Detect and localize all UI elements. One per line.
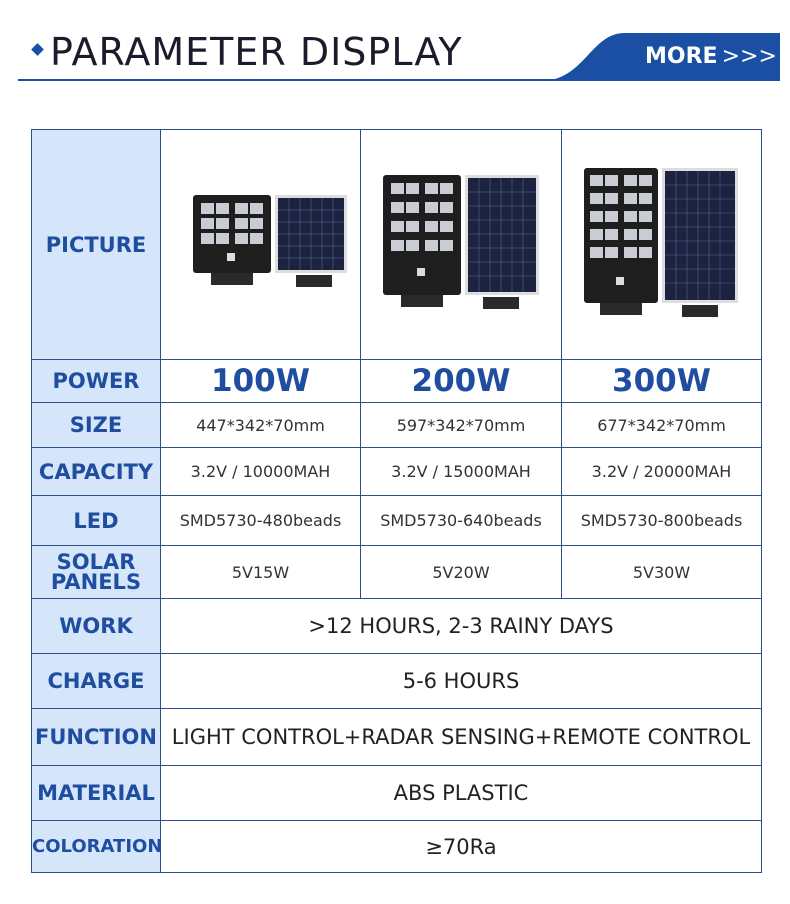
size-value: 677*342*70mm bbox=[562, 403, 762, 448]
street-light-300w-icon bbox=[572, 165, 752, 325]
parameter-table bbox=[31, 129, 762, 873]
more-arrows-icon: >>> bbox=[721, 44, 777, 69]
label-charge: CHARGE bbox=[32, 654, 161, 709]
coloration-value: ≥70Ra bbox=[161, 821, 762, 873]
table-row-solar-panels bbox=[32, 546, 762, 599]
table-row-coloration bbox=[32, 821, 762, 873]
label-size: SIZE bbox=[32, 403, 161, 448]
street-light-200w-icon bbox=[371, 170, 551, 320]
label-solar-line1: SOLAR bbox=[56, 550, 136, 574]
power-value: 300W bbox=[562, 360, 762, 403]
table-row-power bbox=[32, 360, 762, 403]
function-value: LIGHT CONTROL+RADAR SENSING+REMOTE CONTROL bbox=[161, 709, 762, 766]
more-button[interactable] bbox=[645, 44, 777, 69]
led-value: SMD5730-640beads bbox=[361, 496, 562, 546]
label-solar-line2: PANELS bbox=[50, 570, 142, 594]
table-row-work bbox=[32, 599, 762, 654]
page-title: PARAMETER DISPLAY bbox=[50, 30, 463, 74]
product-image-100w bbox=[161, 130, 361, 360]
solar-value: 5V30W bbox=[562, 546, 762, 599]
label-work: WORK bbox=[32, 599, 161, 654]
capacity-value: 3.2V / 15000MAH bbox=[361, 448, 562, 496]
section-header bbox=[0, 0, 790, 90]
led-value: SMD5730-480beads bbox=[161, 496, 361, 546]
label-material: MATERIAL bbox=[32, 766, 161, 821]
solar-value: 5V15W bbox=[161, 546, 361, 599]
table-row-led bbox=[32, 496, 762, 546]
table-row-picture bbox=[32, 130, 762, 360]
solar-value: 5V20W bbox=[361, 546, 562, 599]
work-value: >12 HOURS, 2-3 RAINY DAYS bbox=[161, 599, 762, 654]
more-label: MORE bbox=[645, 44, 718, 69]
led-value: SMD5730-800beads bbox=[562, 496, 762, 546]
table-row-size bbox=[32, 403, 762, 448]
table-row-material bbox=[32, 766, 762, 821]
charge-value: 5-6 HOURS bbox=[161, 654, 762, 709]
power-value: 100W bbox=[161, 360, 361, 403]
label-coloration: COLORATION bbox=[32, 821, 161, 873]
table-row-capacity bbox=[32, 448, 762, 496]
label-solar-panels bbox=[32, 546, 161, 599]
product-image-300w bbox=[562, 130, 762, 360]
label-led: LED bbox=[32, 496, 161, 546]
size-value: 597*342*70mm bbox=[361, 403, 562, 448]
table-row-function bbox=[32, 709, 762, 766]
capacity-value: 3.2V / 10000MAH bbox=[161, 448, 361, 496]
street-light-100w-icon bbox=[171, 190, 351, 300]
label-capacity: CAPACITY bbox=[32, 448, 161, 496]
label-power: POWER bbox=[32, 360, 161, 403]
label-picture: PICTURE bbox=[32, 130, 161, 360]
capacity-value: 3.2V / 20000MAH bbox=[562, 448, 762, 496]
material-value: ABS PLASTIC bbox=[161, 766, 762, 821]
label-function: FUNCTION bbox=[32, 709, 161, 766]
product-image-200w bbox=[361, 130, 562, 360]
size-value: 447*342*70mm bbox=[161, 403, 361, 448]
table-row-charge bbox=[32, 654, 762, 709]
power-value: 200W bbox=[361, 360, 562, 403]
